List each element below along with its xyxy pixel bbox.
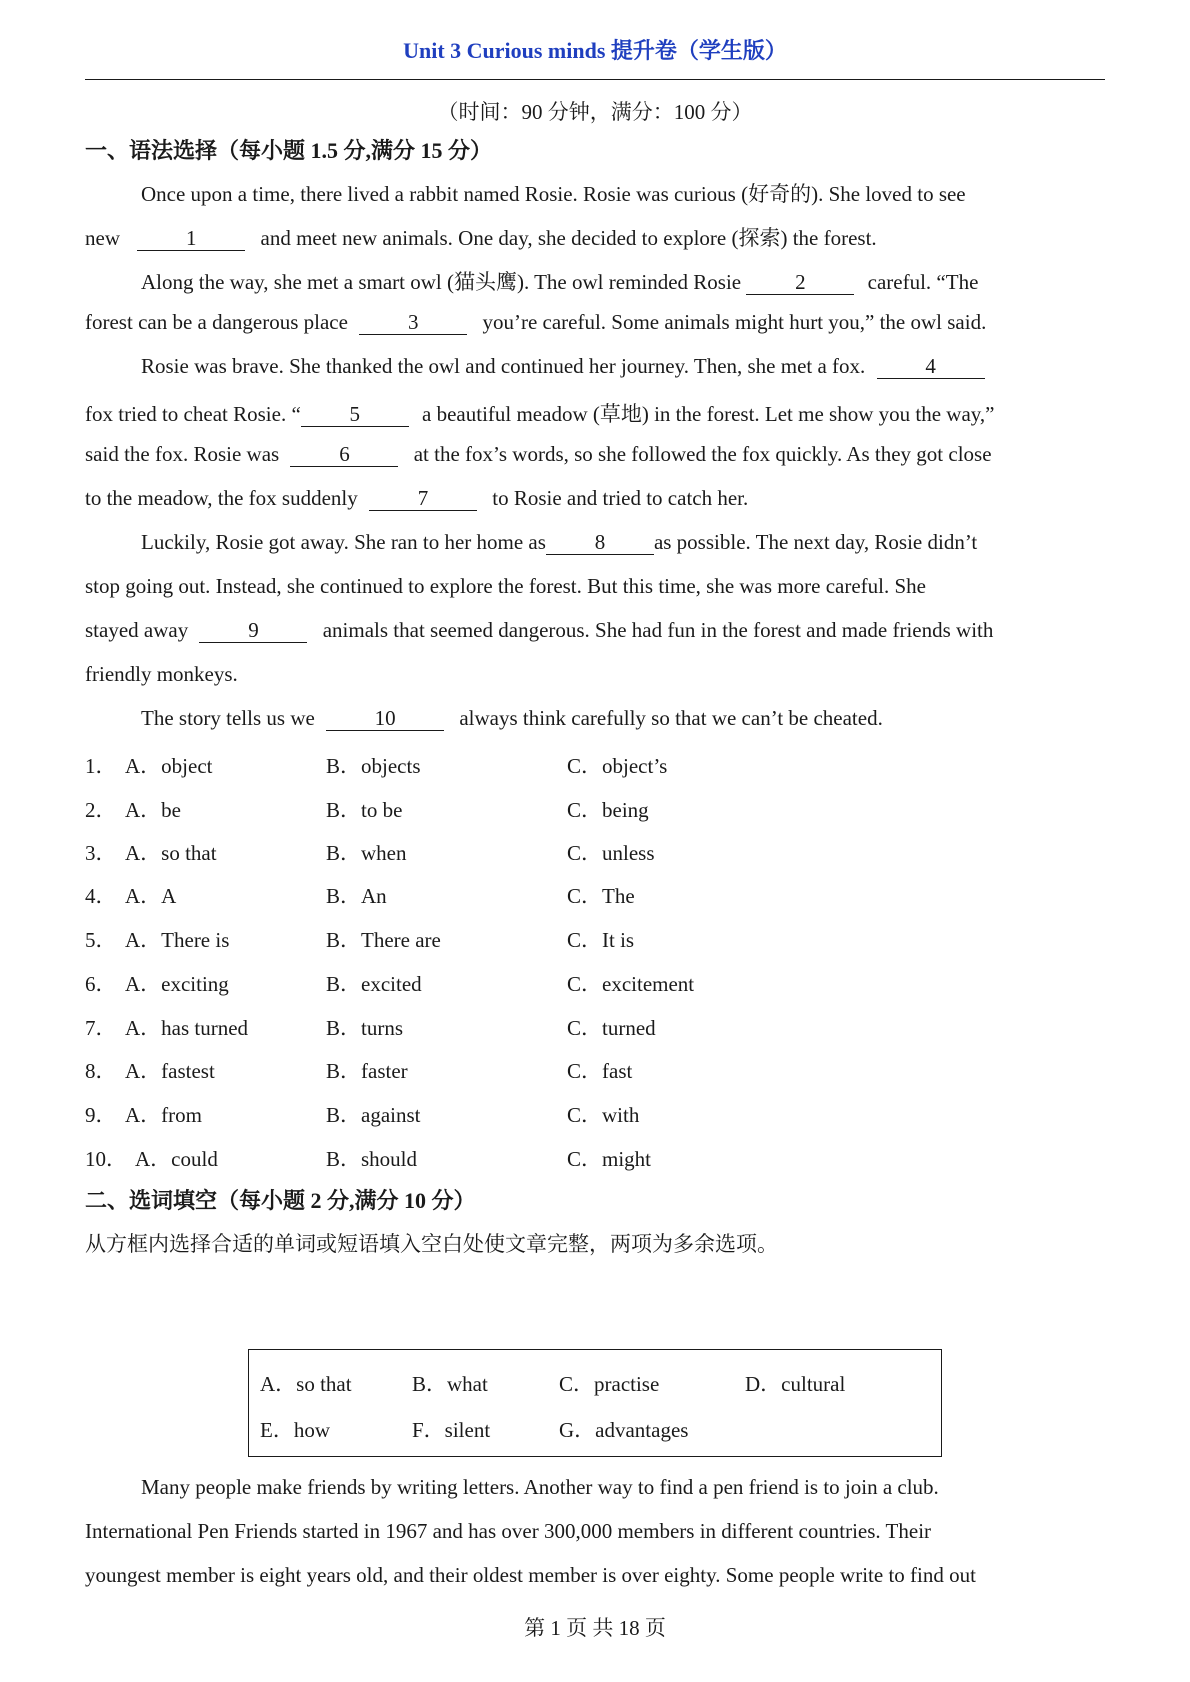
option-a[interactable]: A．fastest (125, 1059, 215, 1083)
blank-8[interactable]: 8 (546, 531, 654, 555)
word-option: G．advantages (559, 1418, 689, 1442)
word-option: C．practise (559, 1372, 660, 1396)
blank-10[interactable]: 10 (326, 707, 444, 731)
document-title: Unit 3 Curious minds 提升卷（学生版） (403, 38, 787, 63)
option-c[interactable]: C．object’s (567, 754, 668, 778)
word-bank-box (248, 1349, 942, 1457)
option-a[interactable]: A．A (125, 884, 177, 908)
header-divider (85, 79, 1105, 80)
passage-line: stayed away 9 animals that seemed dangerous. She had fun in the forest and made friends with (85, 618, 994, 642)
word-option: B．what (412, 1372, 488, 1396)
passage-line: to the meadow, the fox suddenly 7 to Rosie and tried to catch her. (85, 486, 749, 510)
passage-line: youngest member is eight years old, and their oldest member is over eighty. Some people write to find out (85, 1563, 976, 1587)
option-b[interactable]: B．to be (326, 798, 403, 822)
question-number: 9． (85, 1103, 117, 1127)
option-a[interactable]: A．object (125, 754, 213, 778)
option-c[interactable]: C．It is (567, 928, 635, 952)
option-c[interactable]: C．turned (567, 1016, 656, 1040)
option-a[interactable]: A．be (125, 798, 181, 822)
option-a[interactable]: A．There is (125, 928, 230, 952)
word-option: F．silent (412, 1418, 491, 1442)
option-a[interactable]: A．from (125, 1103, 202, 1127)
option-c[interactable]: C．being (567, 798, 649, 822)
word-option: D．cultural (745, 1372, 846, 1396)
option-b[interactable]: B．objects (326, 754, 421, 778)
blank-5[interactable]: 5 (301, 403, 409, 427)
passage-line: Rosie was brave. She thanked the owl and continued her journey. Then, she met a fox. 4 (141, 354, 985, 379)
option-c[interactable]: C．fast (567, 1059, 633, 1083)
question-number: 1． (85, 754, 117, 778)
option-b[interactable]: B．should (326, 1147, 418, 1171)
option-c[interactable]: C．The (567, 884, 635, 908)
option-a[interactable]: A．exciting (125, 972, 229, 996)
passage-line: new 1 and meet new animals. One day, she decided to explore (探索) the forest. (85, 226, 877, 250)
passage-line: The story tells us we 10 always think carefully so that we can’t be cheated. (141, 706, 883, 730)
question-number: 10． (85, 1147, 127, 1171)
option-c[interactable]: C．unless (567, 841, 655, 865)
passage-line: friendly monkeys. (85, 662, 238, 686)
passage-line: International Pen Friends started in 1967 and has over 300,000 members in different countries. Their (85, 1519, 932, 1543)
option-a[interactable]: A．has turned (125, 1016, 249, 1040)
passage-line: Once upon a time, there lived a rabbit named Rosie. Rosie was curious (好奇的). She loved to see (141, 182, 966, 206)
blank-9[interactable]: 9 (199, 619, 307, 643)
passage-line: fox tried to cheat Rosie. “ 5 a beautiful meadow (草地) in the forest. Let me show you the way,” (85, 402, 995, 426)
option-a[interactable]: A．so that (125, 841, 217, 865)
blank-1[interactable]: 1 (137, 227, 245, 251)
passage-line: Many people make friends by writing letters. Another way to find a pen friend is to join a club. (141, 1475, 939, 1499)
passage-line: Along the way, she met a smart owl (猫头鹰). The owl reminded Rosie 2 careful. “The (141, 270, 979, 294)
word-option: A．so that (260, 1372, 352, 1396)
question-number: 8． (85, 1059, 117, 1083)
option-b[interactable]: B．turns (326, 1016, 404, 1040)
page-footer: 第 1 页 共 18 页 (524, 1616, 666, 1640)
question-number: 5． (85, 928, 117, 952)
option-b[interactable]: B．An (326, 884, 387, 908)
passage-line: forest can be a dangerous place 3 you’re careful. Some animals might hurt you,” the owl said. (85, 310, 987, 334)
word-option: E．how (260, 1418, 330, 1442)
option-b[interactable]: B．against (326, 1103, 421, 1127)
passage-line: said the fox. Rosie was 6 at the fox’s words, so she followed the fox quickly. As they got close (85, 442, 992, 466)
question-number: 7． (85, 1016, 117, 1040)
exam-info: （时间：90 分钟，满分：100 分） (437, 100, 753, 124)
option-a[interactable]: A．could (135, 1147, 218, 1171)
blank-3[interactable]: 3 (359, 311, 467, 335)
section-1-heading: 一、语法选择（每小题 1.5 分,满分 15 分） (85, 138, 493, 163)
blank-2[interactable]: 2 (746, 271, 854, 295)
option-b[interactable]: B．when (326, 841, 407, 865)
option-b[interactable]: B．excited (326, 972, 422, 996)
question-number: 2． (85, 798, 117, 822)
option-c[interactable]: C．excitement (567, 972, 695, 996)
blank-7[interactable]: 7 (369, 487, 477, 511)
option-b[interactable]: B．faster (326, 1059, 408, 1083)
passage-line: stop going out. Instead, she continued to explore the forest. But this time, she was more careful. She (85, 574, 926, 598)
question-number: 4． (85, 884, 117, 908)
question-number: 6． (85, 972, 117, 996)
option-b[interactable]: B．There are (326, 928, 441, 952)
section-2-instruction: 从方框内选择合适的单词或短语填入空白处使文章完整，两项为多余选项。 (85, 1232, 778, 1256)
section-2-heading: 二、选词填空（每小题 2 分,满分 10 分） (85, 1188, 476, 1213)
passage-line: Luckily, Rosie got away. She ran to her home as 8 as possible. The next day, Rosie didn’t (141, 530, 978, 554)
blank-6[interactable]: 6 (290, 443, 398, 467)
question-number: 3． (85, 841, 117, 865)
blank-4[interactable]: 4 (877, 355, 985, 379)
option-c[interactable]: C．might (567, 1147, 652, 1171)
option-c[interactable]: C．with (567, 1103, 640, 1127)
